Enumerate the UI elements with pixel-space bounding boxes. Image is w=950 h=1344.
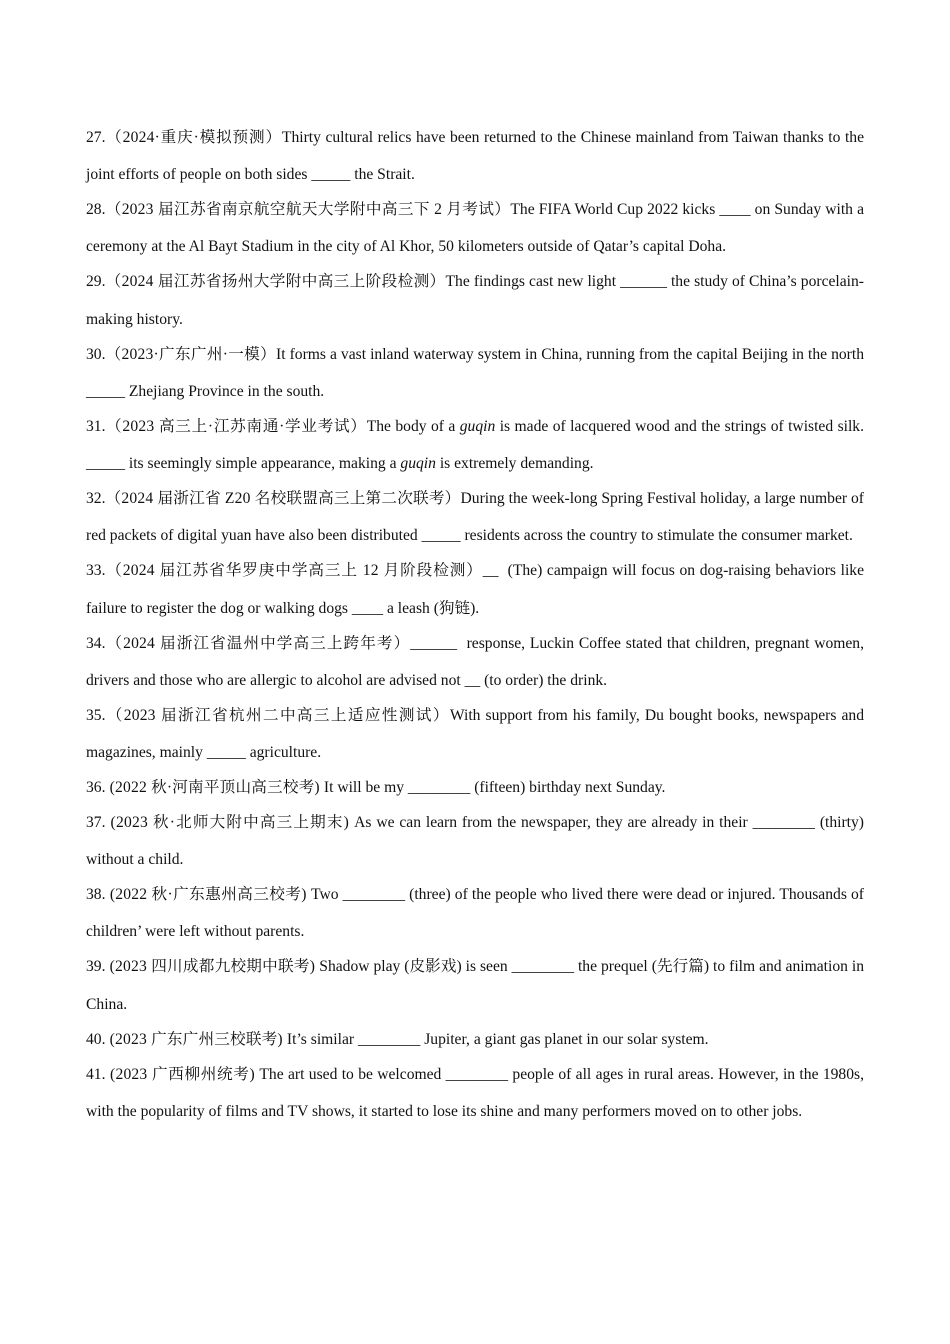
question-source: （2024·重庆·模拟预测）: [105, 129, 282, 146]
question-text: ______ response, Luckin Coffee stated that children, pregnant women, drivers and those who are allergic to alcohol are advised not __ (to order) the drink.: [86, 634, 868, 689]
question-text: Two ________ (three) of the people who lived there were dead or injured. Thousands of children’ were left without parents.: [86, 886, 868, 941]
question-source: (2023 广西柳州统考): [105, 1065, 260, 1083]
question-36: [86, 769, 864, 806]
question-source: （2023·广东广州·一模）: [105, 345, 277, 363]
italic-term: guqin: [459, 417, 496, 435]
question-number: 35.: [86, 706, 106, 724]
question-number: 34.: [86, 634, 106, 652]
question-text: The art used to be welcomed ________ people of all ages in rural areas. However, in the 1980s, with the popularity of films and TV shows, it started to lose its shine and many performers moved on to other jobs.: [86, 1065, 868, 1120]
question-number: 27.: [86, 129, 106, 146]
question-35: [86, 697, 868, 771]
question-text: is made of lacquered wood and the strings of twisted silk. _____ its seemingly simple appearance, making a: [86, 417, 868, 473]
question-source: (2023 四川成都九校期中联考): [105, 958, 320, 976]
question-source: （2023 届江苏省南京航空航天大学附中高三下 2 月考试）: [105, 201, 511, 219]
question-number: 30.: [86, 345, 106, 363]
question-number: 36.: [86, 778, 106, 796]
question-source: (2023 广东广州三校联考): [105, 1030, 287, 1048]
question-number: 41.: [86, 1065, 106, 1083]
question-40: [86, 1021, 864, 1058]
question-text: With support from his family, Du bought books, newspapers and magazines, mainly _____ agriculture.: [86, 706, 868, 761]
question-text: It’s similar ________ Jupiter, a giant gas planet in our solar system.: [286, 1030, 709, 1048]
question-number: 39.: [86, 958, 106, 976]
question-source: (2023 秋·北师大附中高三上期末): [105, 813, 355, 831]
question-source: （2024 届江苏省扬州大学附中高三上阶段检测）: [105, 273, 446, 291]
question-number: 37.: [86, 813, 106, 831]
question-41: [86, 1056, 868, 1130]
question-text: During the week-long Spring Festival holiday, a large number of red packets of digital yuan have also been distributed _____ residents across the country to stimulate the consumer market.: [86, 490, 868, 545]
question-number: 29.: [86, 273, 106, 291]
question-34: [86, 625, 868, 699]
question-text: The body of a: [366, 417, 460, 435]
question-38: [86, 876, 868, 950]
question-text: The findings cast new light ______ the study of China’s porcelain-making history.: [86, 273, 864, 328]
question-source: （2023 高三上·江苏南通·学业考试）: [105, 417, 367, 435]
question-31: [86, 408, 868, 482]
question-text: The FIFA World Cup 2022 kicks ____ on Sunday with a ceremony at the Al Bayt Stadium in the city of Al Khor, 50 kilometers outside of Qatar’s capital Doha.: [86, 201, 868, 256]
question-28: [86, 191, 868, 265]
question-source: （2024 届江苏省华罗庚中学高三上 12 月阶段检测）: [105, 562, 483, 580]
question-text: It will be my ________ (fifteen) birthday next Sunday.: [323, 778, 666, 796]
question-text: __ (The) campaign will focus on dog-raising behaviors like failure to register the dog or walking dogs ____ a leash (狗链).: [86, 562, 868, 617]
question-text: It forms a vast inland waterway system in China, running from the capital Beijing in the north _____ Zhejiang Province in the south.: [86, 345, 868, 400]
question-text: Shadow play (皮影戏) is seen ________ the prequel (先行篇) to film and animation in China.: [86, 958, 868, 1013]
question-32: [86, 480, 868, 554]
question-source: (2022 秋·广东惠州高三校考): [105, 886, 312, 904]
question-number: 33.: [86, 562, 106, 580]
question-39: [86, 948, 868, 1022]
question-37: [86, 804, 868, 878]
question-text: is extremely demanding.: [435, 455, 594, 473]
question-27: [86, 119, 868, 193]
question-source: （2024 届浙江省温州中学高三上跨年考）: [105, 634, 411, 652]
italic-term: guqin: [400, 455, 436, 473]
question-30: [86, 336, 868, 410]
question-number: 40.: [86, 1030, 106, 1048]
question-list: [86, 119, 868, 1128]
question-source: （2023 届浙江省杭州二中高三上适应性测试）: [105, 706, 450, 724]
question-text: As we can learn from the newspaper, they are already in their ________ (thirty) without a child.: [86, 813, 868, 869]
question-text: Thirty cultural relics have been returned to the Chinese mainland from Taiwan thanks to the joint efforts of people on both sides _____ the Strait.: [86, 129, 868, 184]
question-source: (2022 秋·河南平顶山高三校考): [105, 778, 324, 796]
question-number: 31.: [86, 417, 106, 435]
question-number: 28.: [86, 201, 106, 219]
question-33: [86, 552, 868, 626]
question-number: 32.: [86, 490, 106, 508]
question-number: 38.: [86, 886, 106, 904]
question-29: [86, 263, 864, 337]
question-source: （2024 届浙江省 Z20 名校联盟高三上第二次联考）: [105, 490, 461, 508]
